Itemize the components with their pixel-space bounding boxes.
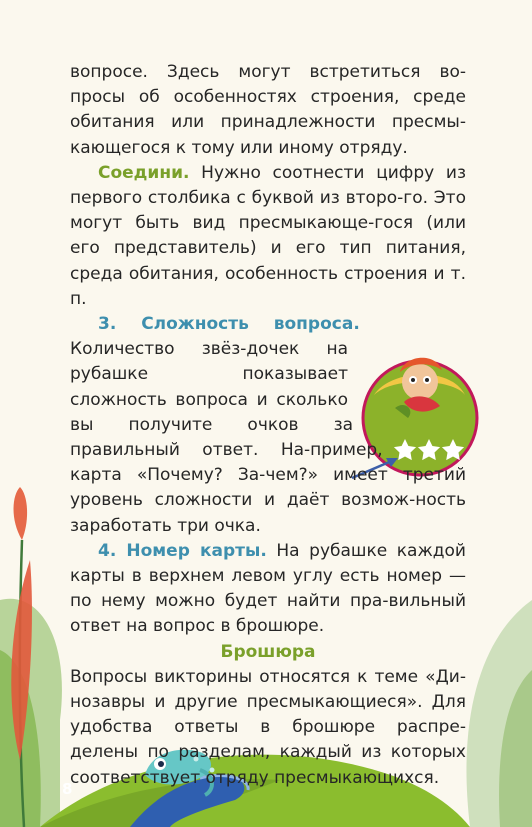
main-text [70, 60, 466, 791]
keyword-connect: Соедини [98, 162, 183, 183]
paragraph-difficulty [70, 312, 466, 539]
keyword-dot: . [182, 162, 190, 183]
paragraph-connect [70, 161, 466, 312]
keyword-difficulty: 3. Сложность вопроса. [98, 314, 360, 335]
paragraph-connect-text: Нужно соотнести цифру из первого столбика с буквой из второ-го. Это могут быть вид пресмыкающе-гося (или его представитель) и его тип питания, среда обитания, особенность строения и т. п. [70, 162, 466, 309]
paragraph-brochure: Вопросы викторины относятся к теме «Ди-нозавры и другие пресмыкающиеся». Для удобства ответы в брошюре распре-делены по разделам, каждый из которых соответствует отряду пресмыкающихся. [70, 666, 466, 788]
badge-space [348, 312, 466, 447]
red-reed-head [14, 487, 28, 540]
paragraph-question-types: вопросе. Здесь могут встретиться во-просы об особенностях строения, среде обитания или принадлежности пресмы-кающегося к тому или иному отряду. [70, 62, 466, 158]
paragraph-card-number [70, 539, 466, 640]
paragraph-card-number-text: На рубашке каждой карты в верхнем левом углу есть номер — по нему можно будет найти пра-вильный ответ на вопрос в брошюре. [70, 540, 466, 637]
section-heading-brochure: Брошюра [220, 641, 316, 662]
page-number: 8 [62, 780, 73, 798]
paragraph-difficulty-text: Количество звёз-дочек на рубашке показывает сложность вопроса и сколько вы получите очков за правильный ответ. На-пример, карта «Почему? За-чем?» имеет третий уровень сложности и даёт возмож-ность заработать три очка. [70, 339, 466, 536]
keyword-card-number: 4. Номер карты. [98, 540, 267, 561]
